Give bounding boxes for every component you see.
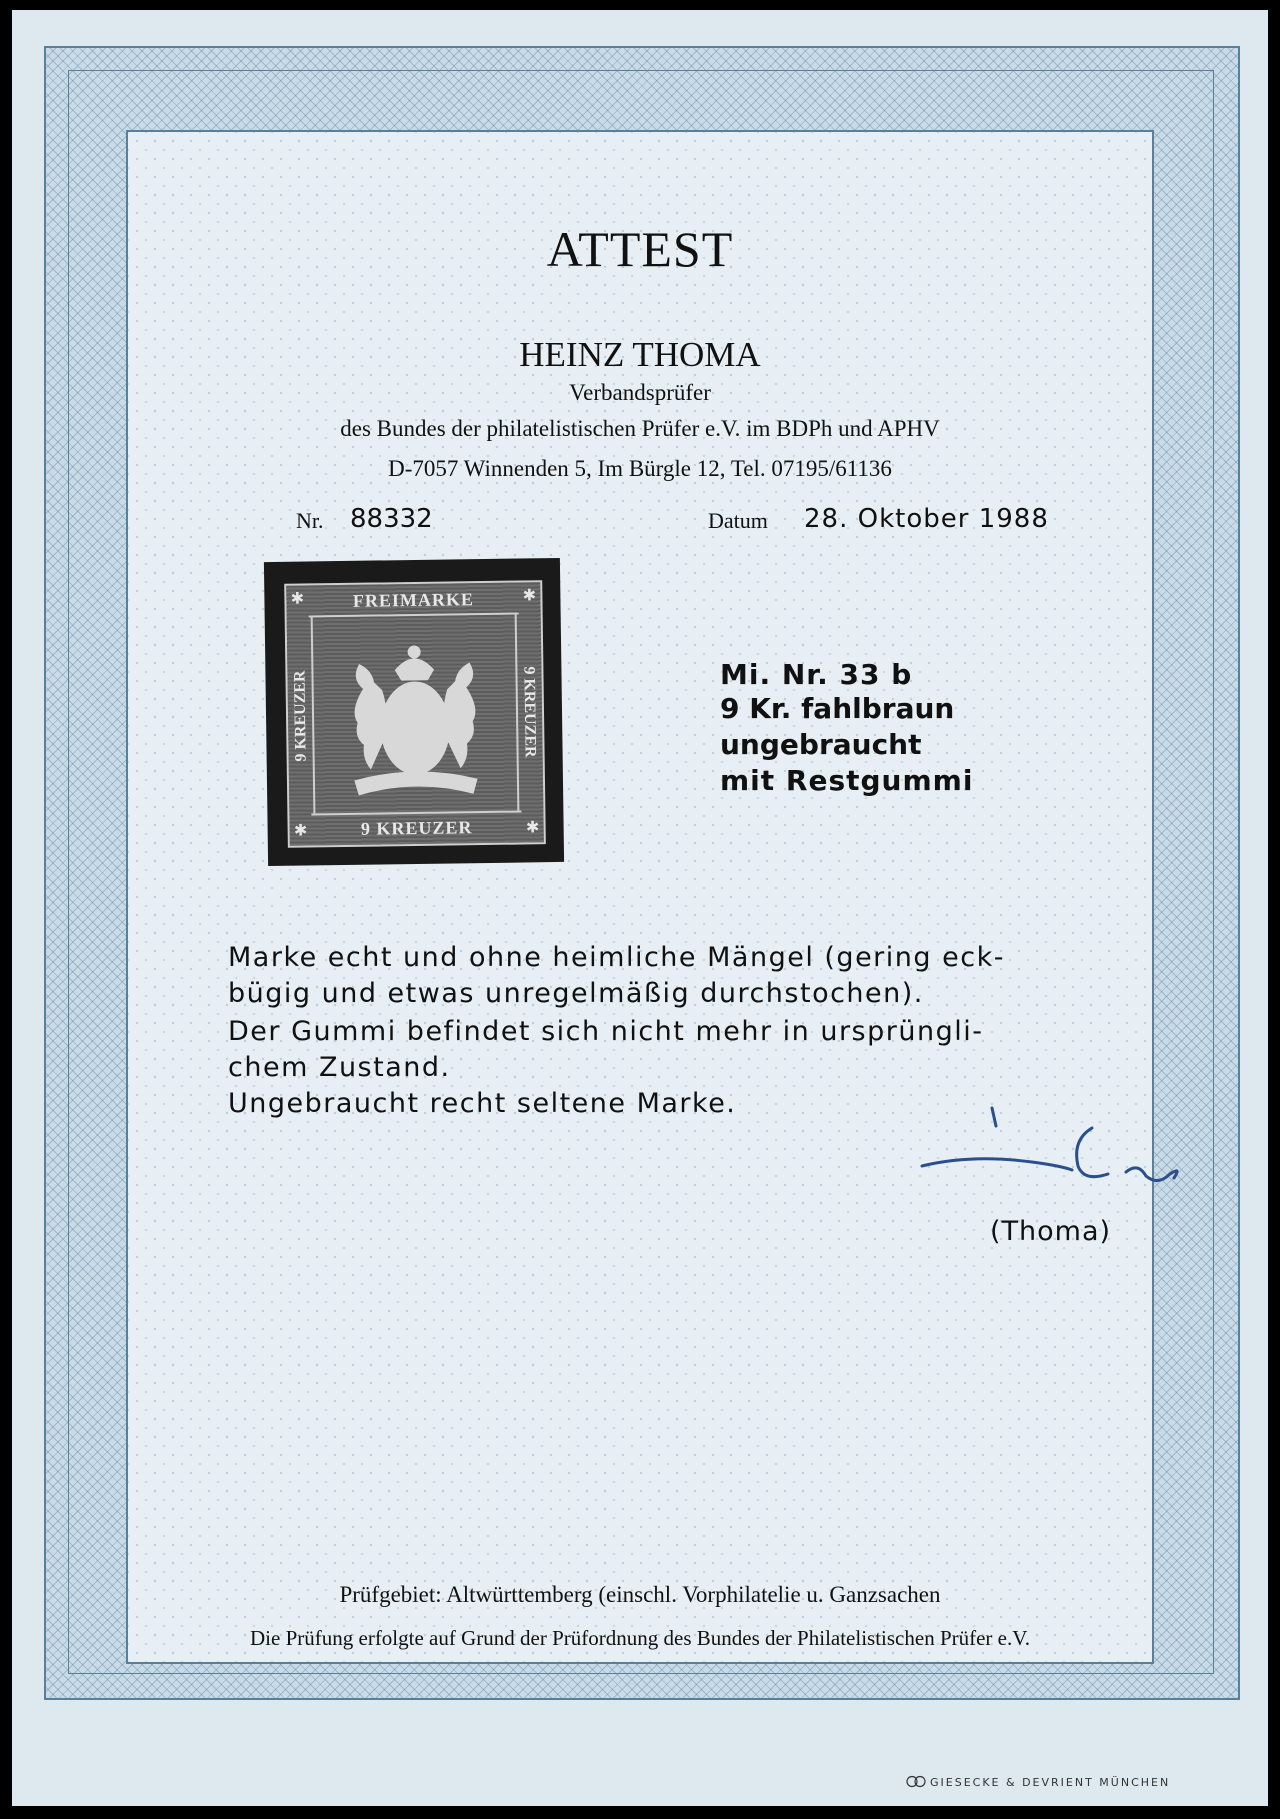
star-icon: ✱ bbox=[290, 590, 305, 608]
signature bbox=[912, 1100, 1252, 1210]
stamp-right-text: 9 KREUZER bbox=[515, 614, 542, 810]
certificate-number: 88332 bbox=[350, 504, 433, 534]
examiner-role: Verbandsprüfer bbox=[569, 380, 711, 405]
printer-logo-icon bbox=[906, 1775, 926, 1788]
examiner-address: D-7057 Winnenden 5, Im Bürgle 12, Tel. 07195/61136 bbox=[388, 456, 892, 481]
star-icon: ✱ bbox=[293, 822, 308, 840]
examiner-association: des Bundes der philatelistischen Prüfer e.V. im BDPh und APHV bbox=[340, 416, 940, 441]
star-icon: ✱ bbox=[525, 819, 540, 837]
certificate-date-label: Datum bbox=[708, 508, 768, 533]
opinion-line: Der Gummi befindet sich nicht mehr in ursprüngli- bbox=[228, 1016, 984, 1047]
certificate-title: ATTEST bbox=[546, 221, 734, 277]
opinion-line: Ungebraucht recht seltene Marke. bbox=[228, 1088, 737, 1119]
catalog-number: Mi. Nr. 33 b bbox=[720, 658, 913, 691]
opinion-line: bügig und etwas unregelmäßig durchstochen). bbox=[228, 978, 924, 1009]
stamp-left-text: 9 KREUZER bbox=[289, 617, 316, 813]
opinion-line: chem Zustand. bbox=[228, 1052, 451, 1083]
certificate-date: 28. Oktober 1988 bbox=[804, 504, 1049, 534]
examiner-name: HEINZ THOMA bbox=[519, 335, 761, 374]
certificate-number-label: Nr. bbox=[296, 508, 324, 533]
examination-scope: Prüfgebiet: Altwürttemberg (einschl. Vorphilatelie u. Ganzsachen bbox=[339, 1582, 941, 1607]
certificate-sheet bbox=[12, 10, 1268, 1806]
stamp-bottom-text: 9 KREUZER bbox=[311, 811, 521, 844]
printer-imprint: GIESECKE & DEVRIENT MÜNCHEN bbox=[930, 1776, 1171, 1789]
stamp-design bbox=[284, 580, 546, 848]
stamp-gum: mit Restgummi bbox=[720, 764, 974, 797]
stamp-top-text: FREIMARKE bbox=[308, 585, 518, 618]
examination-basis: Die Prüfung erfolgte auf Grund der Prüfordnung des Bundes der Philatelistischen Prüfer e.V. bbox=[250, 1626, 1030, 1650]
star-icon: ✱ bbox=[522, 587, 537, 605]
signer-name: (Thoma) bbox=[990, 1216, 1112, 1247]
coat-of-arms-icon bbox=[323, 617, 508, 812]
opinion-line: Marke echt und ohne heimliche Mängel (gering eck- bbox=[228, 942, 1005, 973]
stamp-denomination: 9 Kr. fahlbraun bbox=[720, 692, 955, 725]
stamp-photo bbox=[264, 558, 564, 866]
stamp-condition: ungebraucht bbox=[720, 728, 922, 761]
